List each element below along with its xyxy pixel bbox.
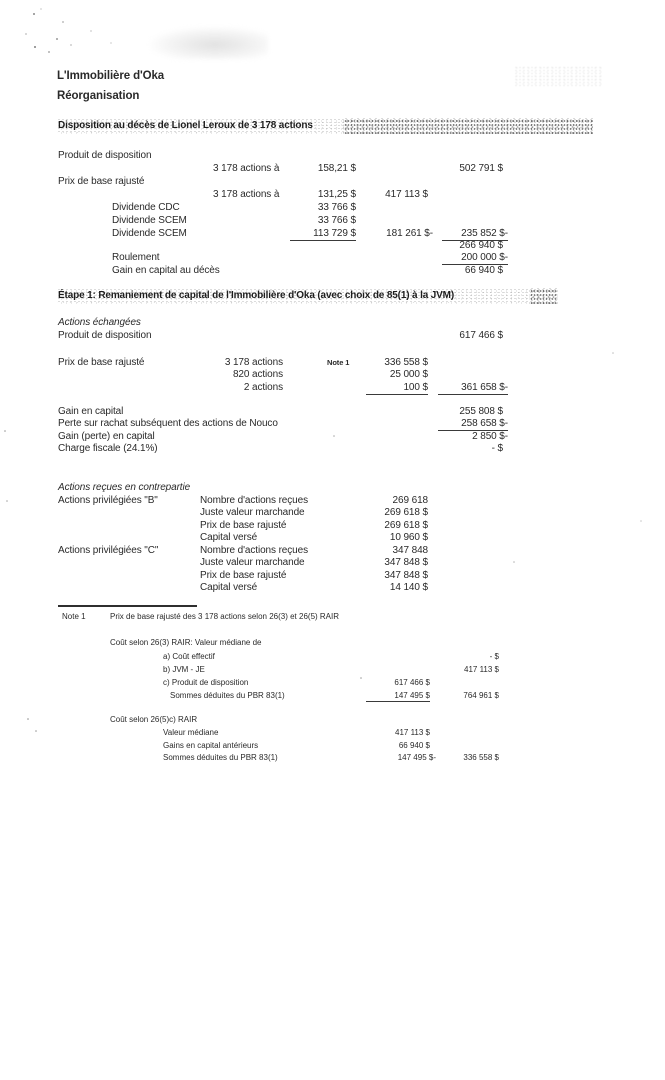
amount-cell: 66 940 $ bbox=[464, 265, 503, 276]
table-row bbox=[0, 557, 665, 569]
amount-cell: 347 848 $ bbox=[384, 557, 428, 568]
label-cell: b) JVM - JE bbox=[163, 665, 205, 674]
table-row bbox=[0, 406, 665, 418]
table-row bbox=[0, 740, 665, 751]
amount-cell: 200 000 $- bbox=[442, 252, 508, 265]
label-cell: Actions échangées bbox=[58, 317, 141, 328]
table-row bbox=[0, 495, 665, 507]
table-row bbox=[0, 189, 665, 201]
label-cell: Gain en capital bbox=[58, 406, 124, 417]
table-row bbox=[0, 507, 665, 519]
amount-cell: 820 actions bbox=[232, 369, 283, 380]
amount-cell: 336 558 $ bbox=[463, 753, 499, 762]
table-row bbox=[0, 176, 665, 188]
amount-cell: 502 791 $ bbox=[459, 163, 503, 174]
label-cell: Produit de disposition bbox=[58, 150, 152, 161]
amount-cell: - $ bbox=[489, 652, 499, 661]
table-row bbox=[0, 520, 665, 532]
label-cell: Nombre d'actions reçues bbox=[200, 495, 308, 506]
amount-cell: 417 113 $ bbox=[395, 728, 430, 737]
section-band-etape1 bbox=[57, 288, 558, 304]
label-cell: Juste valeur marchande bbox=[200, 507, 305, 518]
scan-smudge-topright bbox=[514, 66, 602, 86]
label-cell: Juste valeur marchande bbox=[200, 557, 305, 568]
table-row bbox=[0, 265, 665, 277]
label-cell: Capital versé bbox=[200, 582, 258, 593]
label-cell: Coût selon 26(5)c) RAIR bbox=[110, 715, 198, 724]
table-row bbox=[0, 443, 665, 455]
amount-cell: 266 940 $ bbox=[459, 240, 503, 251]
amount-cell: 10 960 $ bbox=[389, 532, 428, 543]
label-cell: Gains en capital antérieurs bbox=[163, 741, 259, 750]
label-cell: Valeur médiane bbox=[163, 728, 219, 737]
table-row bbox=[0, 369, 665, 381]
label-cell: Actions privilégiées "B" bbox=[58, 495, 158, 506]
amount-cell: 347 848 $ bbox=[384, 570, 428, 581]
amount-cell: 33 766 $ bbox=[317, 202, 356, 213]
table-row bbox=[0, 532, 665, 544]
table-row bbox=[0, 637, 665, 648]
label-cell: a) Coût effectif bbox=[163, 652, 215, 661]
section-band-disposition bbox=[57, 118, 593, 134]
label-cell: c) Produit de disposition bbox=[163, 678, 249, 687]
label-cell: Prix de base rajusté bbox=[58, 176, 145, 187]
amount-cell: 2 850 $- bbox=[472, 431, 508, 442]
label-cell: Charge fiscale (24.1%) bbox=[58, 443, 158, 454]
amount-cell: 100 $ bbox=[366, 382, 428, 395]
table-row bbox=[0, 582, 665, 594]
amount-cell: 131,25 $ bbox=[317, 189, 356, 200]
scan-noise-tail bbox=[343, 118, 593, 134]
amount-cell: 417 113 $ bbox=[385, 189, 428, 200]
amount-cell: 113 729 $ bbox=[290, 228, 356, 241]
label-cell: Capital versé bbox=[200, 532, 258, 543]
amount-cell: 269 618 $ bbox=[384, 520, 428, 531]
company-name: L'Immobilière d'Oka bbox=[57, 70, 165, 82]
amount-cell: 269 618 bbox=[392, 495, 428, 506]
amount-cell: 33 766 $ bbox=[317, 215, 356, 226]
section-title-disposition: Disposition au décès de Lionel Leroux de 3 178 actions bbox=[58, 120, 313, 131]
amount-cell: 417 113 $ bbox=[464, 665, 499, 674]
document-subtitle: Réorganisation bbox=[57, 90, 140, 102]
amount-cell: 336 558 $ bbox=[384, 357, 428, 368]
label-cell: Note 1 bbox=[327, 358, 350, 367]
label-cell: Dividende SCEM bbox=[112, 228, 187, 239]
amount-cell: 617 466 $ bbox=[394, 678, 430, 687]
label-cell: Gain (perte) en capital bbox=[58, 431, 155, 442]
table-row bbox=[0, 482, 665, 494]
label-cell: Perte sur rachat subséquent des actions de Nouco bbox=[58, 418, 278, 429]
table-row bbox=[0, 252, 665, 264]
table-row bbox=[0, 545, 665, 557]
amount-cell: 2 actions bbox=[243, 382, 283, 393]
label-cell: Sommes déduites du PBR 83(1) bbox=[163, 753, 278, 762]
label-cell: Prix de base rajusté bbox=[200, 520, 287, 531]
label-cell: Prix de base rajusté bbox=[58, 357, 145, 368]
label-cell: Actions privilégiées "C" bbox=[58, 545, 159, 556]
amount-cell: 181 261 $- bbox=[386, 228, 433, 239]
amount-cell: 158,21 $ bbox=[317, 163, 356, 174]
scan-noise-tail bbox=[529, 288, 558, 304]
label-cell: Prix de base rajusté bbox=[200, 570, 287, 581]
table-row bbox=[0, 690, 665, 701]
table-row bbox=[0, 357, 665, 369]
table-row bbox=[0, 202, 665, 214]
table-row bbox=[0, 570, 665, 582]
amount-cell: 147 495 $ bbox=[366, 690, 430, 702]
table-row bbox=[0, 714, 665, 725]
label-cell: Gain en capital au décès bbox=[112, 265, 220, 276]
table-row bbox=[0, 677, 665, 688]
table-row bbox=[0, 150, 665, 162]
label-cell: Actions reçues en contrepartie bbox=[58, 482, 191, 493]
amount-cell: 3 178 actions bbox=[224, 357, 283, 368]
label-cell: Sommes déduites du PBR 83(1) bbox=[170, 691, 285, 700]
amount-cell: 347 848 bbox=[392, 545, 428, 556]
table-row bbox=[0, 215, 665, 227]
scan-stray-dots bbox=[0, 0, 2, 2]
label-cell: Dividende CDC bbox=[112, 202, 180, 213]
table-row bbox=[0, 317, 665, 329]
footnote-rule bbox=[58, 605, 197, 607]
amount-cell: 617 466 $ bbox=[459, 330, 503, 341]
table-row bbox=[0, 382, 665, 394]
label-cell: Coût selon 26(3) RAIR: Valeur médiane de bbox=[110, 638, 262, 647]
table-row bbox=[0, 228, 665, 240]
table-row bbox=[0, 418, 665, 430]
amount-cell: 255 808 $ bbox=[459, 406, 503, 417]
table-row bbox=[0, 240, 665, 252]
table-row bbox=[0, 163, 665, 175]
table-row bbox=[0, 752, 665, 763]
scan-smudge-blob bbox=[150, 27, 268, 59]
label-cell: 3 178 actions à bbox=[213, 189, 280, 200]
label-cell: Note 1 bbox=[62, 612, 86, 621]
amount-cell: 14 140 $ bbox=[389, 582, 428, 593]
amount-cell: 147 495 $- bbox=[397, 753, 436, 762]
label-cell: Dividende SCEM bbox=[112, 215, 187, 226]
table-row bbox=[0, 611, 665, 622]
amount-cell: 258 658 $- bbox=[438, 418, 508, 431]
label-cell: Roulement bbox=[112, 252, 160, 263]
section-title-etape1: Étape 1: Remaniement de capital de l'Immobilière d'Oka (avec choix de 85(1) à la JVM) bbox=[58, 290, 455, 301]
table-row bbox=[0, 651, 665, 662]
label-cell: Produit de disposition bbox=[58, 330, 152, 341]
table-row bbox=[0, 727, 665, 738]
label-cell: Nombre d'actions reçues bbox=[200, 545, 308, 556]
amount-cell: 25 000 $ bbox=[389, 369, 428, 380]
label-cell: Prix de base rajusté des 3 178 actions selon 26(3) et 26(5) RAIR bbox=[110, 612, 340, 621]
amount-cell: - $ bbox=[491, 443, 503, 454]
amount-cell: 235 852 $- bbox=[442, 228, 508, 241]
table-row bbox=[0, 664, 665, 675]
amount-cell: 66 940 $ bbox=[398, 741, 430, 750]
amount-cell: 269 618 $ bbox=[384, 507, 428, 518]
amount-cell: 361 658 $- bbox=[438, 382, 508, 395]
label-cell: 3 178 actions à bbox=[213, 163, 280, 174]
table-row bbox=[0, 431, 665, 443]
amount-cell: 764 961 $ bbox=[463, 691, 499, 700]
table-row bbox=[0, 330, 665, 342]
